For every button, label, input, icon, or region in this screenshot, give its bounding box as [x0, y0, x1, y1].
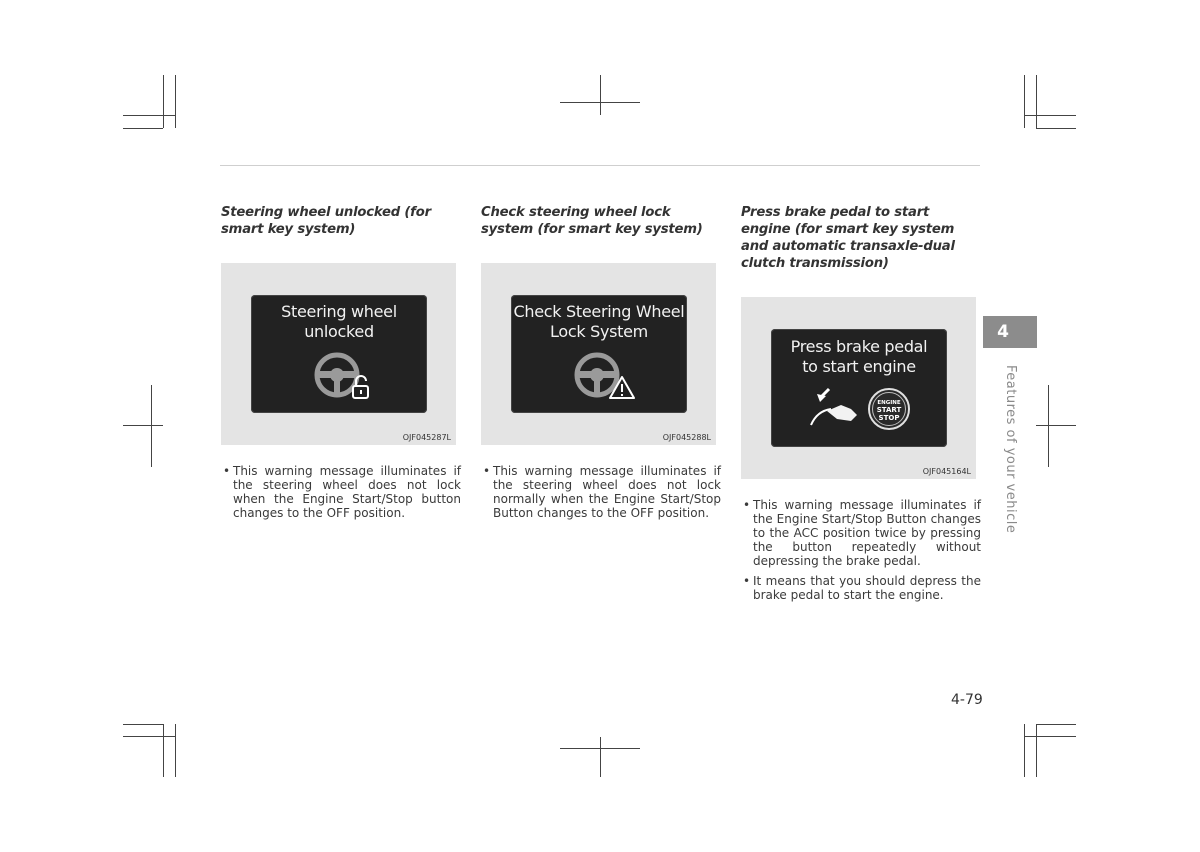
- page-number: 4-79: [951, 692, 983, 708]
- section-heading: Check steering wheel lock system (for smart key system): [481, 205, 703, 237]
- section-heading: Steering wheel unlocked (for smart key system): [221, 205, 431, 237]
- list-item: • This warning message illuminates if the steering wheel does not lock when the Engine Start/Stop button changes to the OFF position.: [223, 464, 461, 520]
- brake-pedal-icon: [807, 385, 863, 435]
- bullet-list: [481, 464, 721, 520]
- header-rule: [220, 165, 980, 166]
- warning-triangle-icon: [608, 375, 636, 401]
- display-line: Check Steering Wheel: [513, 302, 685, 321]
- display-line: Lock System: [550, 322, 648, 341]
- cluster-display: [771, 329, 947, 447]
- chapter-number: 4: [997, 322, 1009, 342]
- unlocked-padlock-icon: [351, 373, 373, 401]
- figure: [741, 297, 976, 479]
- figure-code: OJF045287L: [402, 433, 451, 442]
- list-item: • This warning message illuminates if the Engine Start/Stop Button changes to the ACC position twice by pressing the button repeatedly without depressing the brake pedal.: [743, 498, 981, 568]
- section-heading: Press brake pedal to start engine (for smart key system and automatic transaxle-dual clutch transmission): [741, 205, 955, 271]
- bullet-list: [221, 464, 461, 520]
- button-label: START: [876, 406, 902, 414]
- button-label: STOP: [878, 414, 900, 422]
- figure: [481, 263, 716, 445]
- bullet-list: [741, 498, 981, 602]
- list-item: • It means that you should depress the brake pedal to start the engine.: [743, 574, 981, 602]
- display-line: to start engine: [802, 357, 916, 376]
- figure-code: OJF045164L: [922, 467, 971, 476]
- figure-code: OJF045288L: [662, 433, 711, 442]
- button-label: ENGINE: [877, 400, 901, 406]
- chapter-title: Features of your vehicle: [1003, 365, 1018, 534]
- section-check-lock-system: [481, 204, 721, 526]
- list-item: • This warning message illuminates if the steering wheel does not lock normally when the Engine Start/Stop Button changes to the OFF position.: [483, 464, 721, 520]
- engine-start-stop-button-icon: [867, 387, 911, 431]
- section-steering-unlocked: [221, 204, 461, 526]
- cluster-display: [251, 295, 427, 413]
- figure: [221, 263, 456, 445]
- display-line: Press brake pedal: [790, 337, 928, 356]
- display-line: Steering wheel: [281, 302, 397, 321]
- display-line: unlocked: [304, 322, 374, 341]
- chapter-tab: [983, 316, 1037, 348]
- section-press-brake-pedal: [741, 204, 981, 608]
- cluster-display: [511, 295, 687, 413]
